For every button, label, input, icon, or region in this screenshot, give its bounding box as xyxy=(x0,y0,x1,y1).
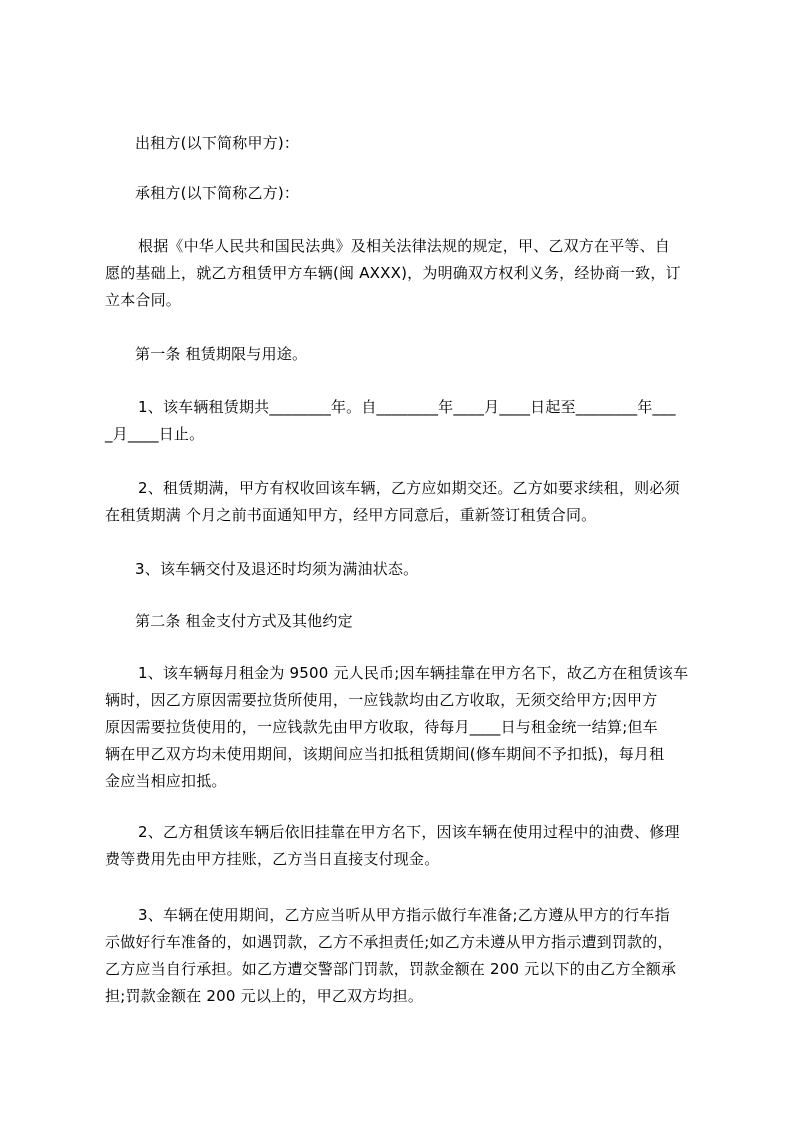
preamble-line: 根据《中华人民共和国民法典》及相关法律法规的规定，甲、乙双方在平等、自 xyxy=(138,237,671,255)
clause-line: 辆在甲乙双方均未使用期间，该期间应当扣抵租赁期间(修车期间不予扣抵)，每月租 xyxy=(105,745,665,763)
preamble-line: 立本合同。 xyxy=(105,291,182,309)
article1-clause1 xyxy=(105,394,676,448)
article1-clause3 xyxy=(135,556,418,583)
lessor-text: 出租方(以下简称甲方)： xyxy=(135,134,300,152)
clause-line: 乙方应当自行承担。如乙方遭交警部门罚款，罚款金额在 200 元以下的由乙方全额承 xyxy=(105,960,677,978)
article1-clause2 xyxy=(105,475,680,529)
clause-line: 金应当相应扣抵。 xyxy=(105,772,227,790)
article1-title-text: 第一条 租赁期限与用途。 xyxy=(135,345,308,363)
clause-line: 辆时，因乙方原因需要拉货所使用，一应钱款均由乙方收取，无须交给甲方;因甲方 xyxy=(105,691,658,709)
clause-line: 1、该车辆每月租金为 9500 元人民币;因车辆挂靠在甲方名下，故乙方在租赁该车 xyxy=(138,664,689,682)
clause-line: 示做好行车准备的，如遇罚款，乙方不承担责任;如乙方未遵从甲方指示遭到罚款的， xyxy=(105,933,673,951)
clause-line: 原因需要拉货使用的，一应钱款先由甲方收取，待每月____日与租金统一结算;但车 xyxy=(105,718,658,736)
clause-line: 3、车辆在使用期间，乙方应当听从甲方指示做行车准备;乙方遵从甲方的行车指 xyxy=(138,906,670,924)
clause-line: 3、该车辆交付及退还时均须为满油状态。 xyxy=(135,560,419,578)
lessee-line xyxy=(135,180,299,207)
clause-line: _月____日止。 xyxy=(105,425,205,443)
article1-title xyxy=(135,341,307,368)
article2-title-text: 第二条 租金支付方式及其他约定 xyxy=(135,612,353,630)
clause-line: 1、该车辆租赁期共________年。自________年____月____日起至________年___ xyxy=(138,398,676,416)
article2-title xyxy=(135,608,353,635)
clause-line: 2、租赁期满，甲方有权收回该车辆，乙方应如期交还。乙方如要求续租，则必须 xyxy=(138,479,680,497)
article2-clause3 xyxy=(105,902,676,1010)
lessor-line xyxy=(135,130,299,157)
lessee-text: 承租方(以下简称乙方)： xyxy=(135,184,300,202)
clause-line: 在租赁期满 个月之前书面通知甲方，经甲方同意后，重新签订租赁合同。 xyxy=(105,506,597,524)
clause-line: 担;罚款金额在 200 元以上的，甲乙双方均担。 xyxy=(105,987,424,1005)
clause-line: 2、乙方租赁该车辆后依旧挂靠在甲方名下，因该车辆在使用过程中的油费、修理 xyxy=(138,823,680,841)
article2-clause1 xyxy=(105,660,688,795)
clause-line: 费等费用先由甲方挂账，乙方当日直接支付现金。 xyxy=(105,850,440,868)
preamble-line: 愿的基础上，就乙方租赁甲方车辆(闽 AXXX)，为明确双方权利义务，经协商一致，订 xyxy=(105,264,681,282)
article2-clause2 xyxy=(105,819,680,873)
preamble-paragraph xyxy=(105,233,681,314)
